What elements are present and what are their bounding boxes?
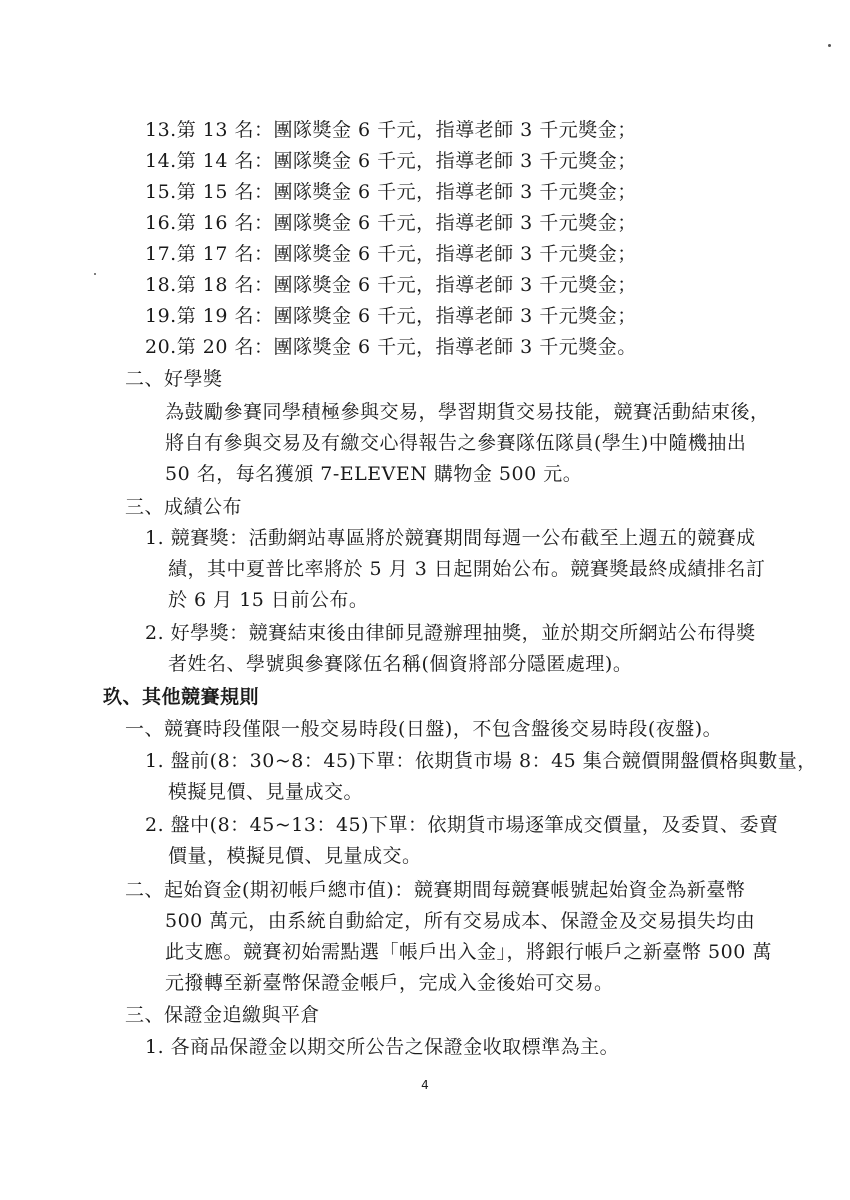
scan-speck [828,44,831,47]
section-good-student-line-1: 為鼓勵參賽同學積極參與交易，學習期貨交易技能，競賽活動結束後， [165,401,770,423]
section-good-student-heading: 二、好學獎 [125,368,223,390]
section-results-heading: 三、成績公布 [125,496,243,518]
rule-capital-line-3: 此支應。競賽初始需點選「帳戶出入金」，將銀行帳戶之新臺幣 500 萬 [165,941,772,963]
results-item2-line-1: 2. 好學獎：競賽結束後由律師見證辦理抽獎，並於期交所網站公布得獎 [145,622,756,644]
prize-item-14: 14.第 14 名：團隊獎金 6 千元，指導老師 3 千元獎金； [145,150,637,172]
rule-session-item2-line-2: 價量，模擬見價、見量成交。 [168,845,422,867]
rule-session-item1-line-2: 模擬見價、見量成交。 [168,781,364,803]
chapter-nine-heading: 玖、其他競賽規則 [103,686,260,708]
results-item1-line-1: 1. 競賽獎：活動網站專區將於競賽期間每週一公布截至上週五的競賽成 [145,527,756,549]
rule-margin-item1: 1. 各商品保證金以期交所公告之保證金收取標準為主。 [145,1036,620,1058]
rule-capital-line-2: 500 萬元，由系統自動給定，所有交易成本、保證金及交易損失均由 [165,910,756,932]
prize-item-17: 17.第 17 名：團隊獎金 6 千元，指導老師 3 千元獎金； [145,243,637,265]
rule-capital-line-1: 二、起始資金(期初帳戶總市值)：競賽期間每競賽帳號起始資金為新臺幣 [125,879,746,901]
rule-session-heading: 一、競賽時段僅限一般交易時段(日盤)，不包含盤後交易時段(夜盤)。 [125,718,723,740]
rule-session-item1-line-1: 1. 盤前(8：30~8：45)下單：依期貨市場 8：45 集合競價開盤價格與數量， [145,750,817,772]
section-good-student-line-3: 50 名，每名獲頒 7-ELEVEN 購物金 500 元。 [165,463,583,485]
scan-speck [94,273,96,275]
prize-item-19: 19.第 19 名：團隊獎金 6 千元，指導老師 3 千元獎金； [145,305,637,327]
prize-item-16: 16.第 16 名：團隊獎金 6 千元，指導老師 3 千元獎金； [145,212,637,234]
rule-capital-line-4: 元撥轉至新臺幣保證金帳戶，完成入金後始可交易。 [165,972,614,994]
prize-item-13: 13.第 13 名：團隊獎金 6 千元，指導老師 3 千元獎金； [145,119,637,141]
results-item2-line-2: 者姓名、學號與參賽隊伍名稱(個資將部分隱匿處理)。 [168,653,633,675]
prize-item-20: 20.第 20 名：團隊獎金 6 千元，指導老師 3 千元獎金。 [145,336,637,358]
prize-item-18: 18.第 18 名：團隊獎金 6 千元，指導老師 3 千元獎金； [145,274,637,296]
section-good-student-line-2: 將自有參與交易及有繳交心得報告之參賽隊伍隊員(學生)中隨機抽出 [165,432,747,454]
results-item1-line-3: 於 6 月 15 日前公布。 [168,589,369,611]
page-number: 4 [421,1078,429,1092]
rule-session-item2-line-1: 2. 盤中(8：45~13：45)下單：依期貨市場逐筆成交價量，及委買、委賣 [145,814,779,836]
prize-item-15: 15.第 15 名：團隊獎金 6 千元，指導老師 3 千元獎金； [145,181,637,203]
results-item1-line-2: 績，其中夏普比率將於 5 月 3 日起開始公布。競賽獎最終成績排名訂 [168,558,766,580]
rule-margin-heading: 三、保證金追繳與平倉 [125,1004,321,1026]
